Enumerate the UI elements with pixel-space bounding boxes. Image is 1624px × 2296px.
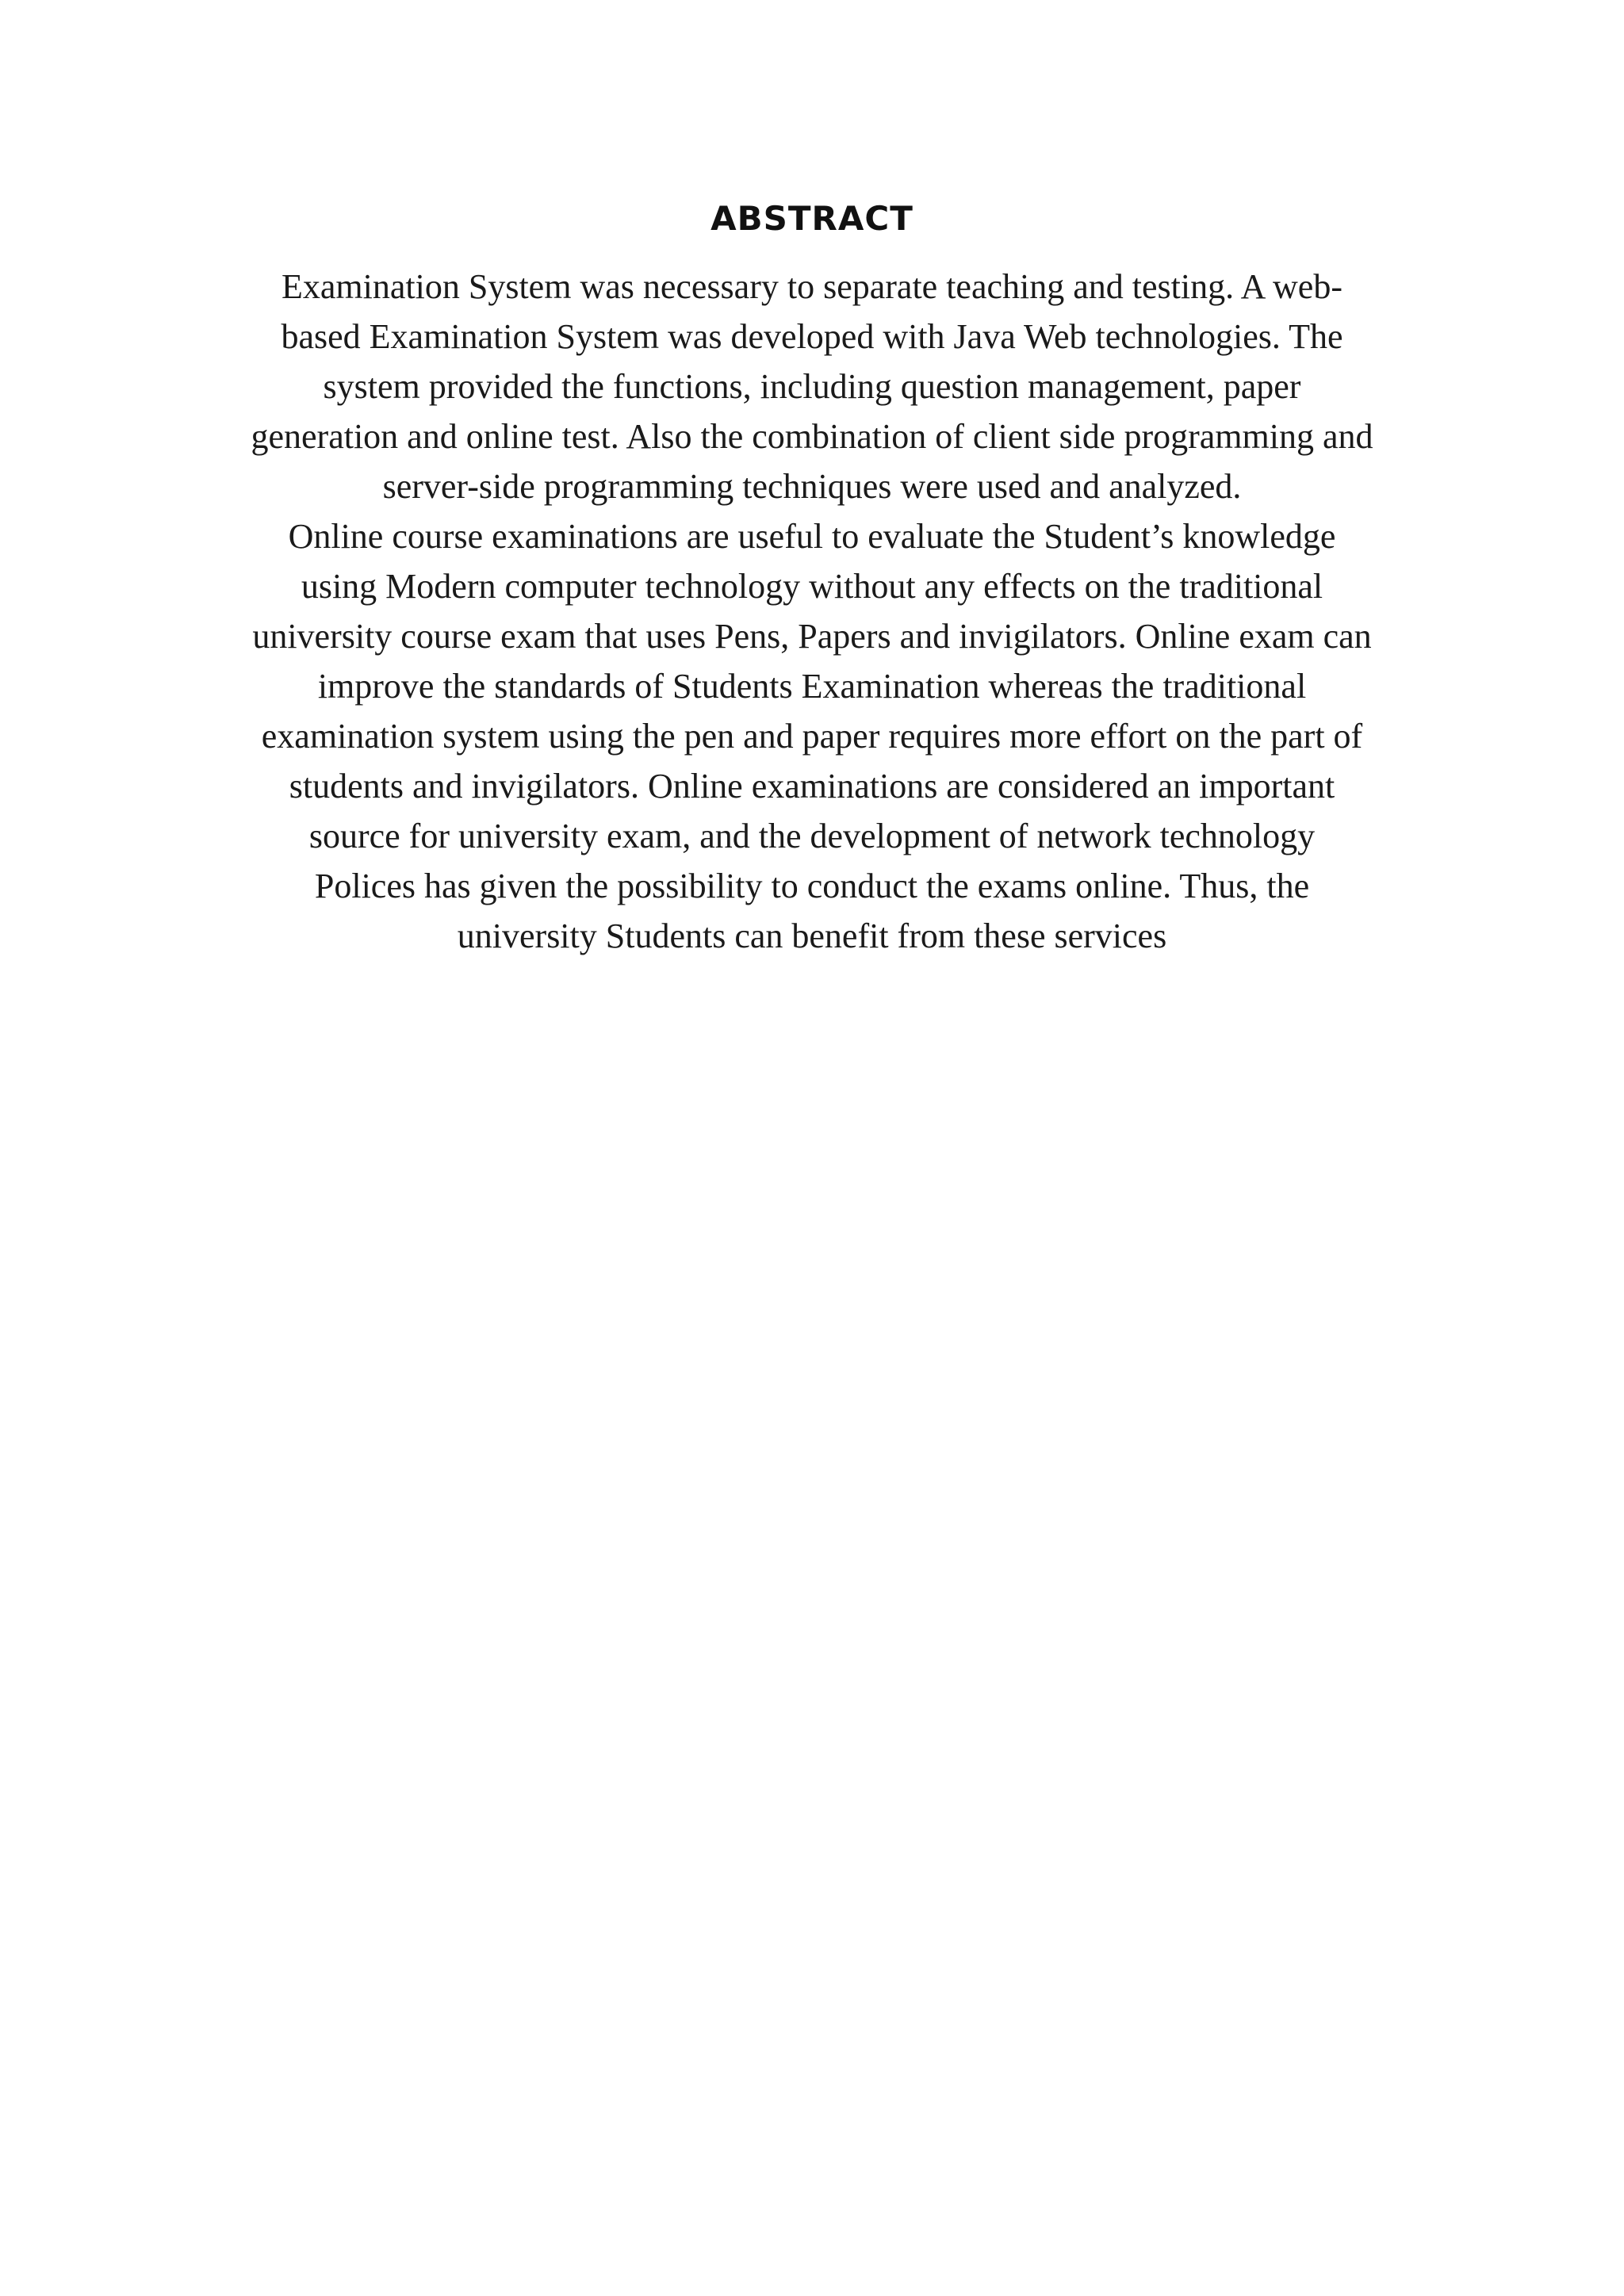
abstract-line: university Students can benefit from these services [457,916,1167,955]
abstract-line: university course exam that uses Pens, Papers and invigilators. Online exam can [252,617,1372,656]
abstract-line: system provided the functions, including question management, paper [323,367,1301,406]
abstract-line: source for university exam, and the development of network technology [308,817,1316,855]
abstract-line: Examination System was necessary to separate teaching and testing. A web- [282,267,1342,306]
abstract-line: Online course examinations are useful to evaluate the Student’s knowledge [288,517,1336,556]
abstract-line: generation and online test. Also the combination of client side programming and [251,417,1373,456]
abstract-line: students and invigilators. Online examinations are considered an important [289,767,1335,806]
abstract-line: based Examination System was developed with Java Web technologies. The [281,317,1343,356]
abstract-line: using Modern computer technology without any effects on the traditional [301,567,1323,606]
abstract-heading: ABSTRACT [710,199,914,238]
abstract-line: examination system using the pen and paper requires more effort on the part of [261,717,1363,756]
abstract-line: server-side programming techniques were used and analyzed. [382,467,1242,506]
abstract-body [119,262,1505,961]
abstract-line: improve the standards of Students Examination whereas the traditional [317,667,1307,706]
abstract-line: Polices has given the possibility to conduct the exams online. Thus, the [314,867,1310,905]
